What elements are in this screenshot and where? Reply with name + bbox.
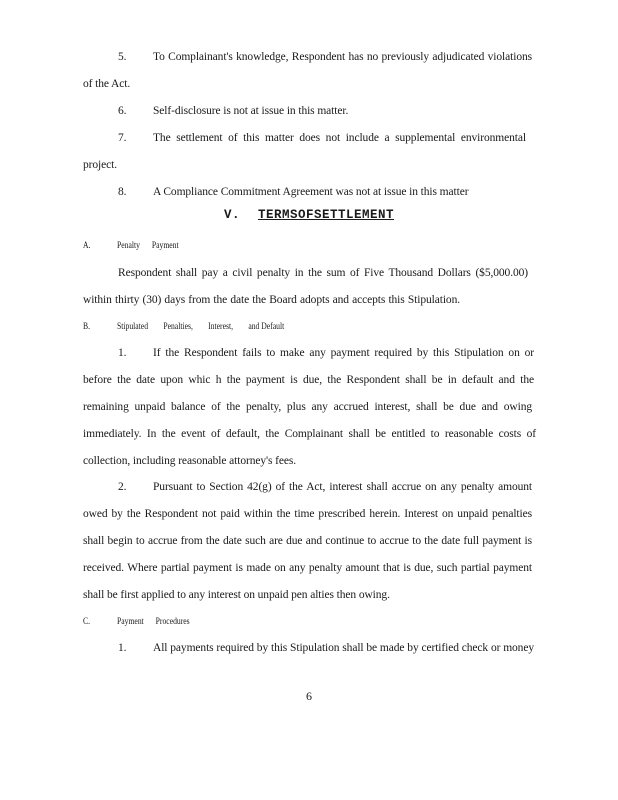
para-b2-line-2: owed by the Respondent not paid within the time prescribed herein. Interest on unpaid penalties <box>83 508 532 520</box>
section-title: TERMSOFSETTLEMENT <box>257 208 395 222</box>
para-b1-line-3: remaining unpaid balance of the penalty, plus any accrued interest, shall be due and owing <box>83 401 532 413</box>
subheading-b-word-2: Penalties, <box>163 321 193 331</box>
para-b1-line-2: before the date upon whic h the payment is due, the Respondent shall be in default and the <box>83 374 534 386</box>
item-7-line-1: The settlement of this matter does not include a supplemental environmental <box>153 132 526 144</box>
subheading-b-word-4: and Default <box>248 321 285 331</box>
para-b1-line-1: If the Respondent fails to make any payment required by this Stipulation on or <box>153 347 534 359</box>
item-8-number: 8. <box>118 186 127 198</box>
subheading-c-word-1: Payment <box>117 616 144 626</box>
para-b2-line-3: shall begin to accrue from the date such are due and continue to accrue to the date full payment is <box>83 535 532 547</box>
subheading-b-word-3: Interest, <box>208 321 234 331</box>
subheading-c-letter: C. <box>83 616 91 626</box>
subheading-b-letter: B. <box>83 321 91 331</box>
subheading-a-word-2: Payment <box>151 240 179 250</box>
item-5-line-2: of the Act. <box>83 78 131 90</box>
item-8-text: A Compliance Commitment Agreement was not at issue in this matter <box>153 186 469 198</box>
para-b2-line-5: shall be first applied to any interest on unpaid pen alties then owing. <box>83 589 390 601</box>
subheading-b <box>83 320 284 332</box>
para-b1-line-4: immediately. In the event of default, the Complainant shall be entitled to reasonable costs of <box>83 428 536 440</box>
para-a-line-1: Respondent shall pay a civil penalty in the sum of Five Thousand Dollars ($5,000.00) <box>118 267 528 279</box>
subheading-b-word-1: Stipulated <box>117 321 149 331</box>
page-number: 6 <box>306 689 312 703</box>
item-6-number: 6. <box>118 105 127 117</box>
subheading-a-word-1: Penalty <box>117 240 140 250</box>
para-b2-line-4: received. Where partial payment is made on any penalty amount that is due, such partial payment <box>83 562 532 574</box>
subheading-a <box>83 239 179 251</box>
item-6-text: Self-disclosure is not at issue in this matter. <box>153 105 349 117</box>
para-c1-line-1: All payments required by this Stipulation shall be made by certified check or money <box>153 642 534 654</box>
item-5-number: 5. <box>118 51 127 63</box>
para-b1-number: 1. <box>118 347 127 359</box>
item-7-line-2: project. <box>83 159 118 171</box>
item-5-line-1: To Complainant's knowledge, Respondent has no previously adjudicated violations <box>153 51 532 63</box>
section-heading <box>0 208 618 222</box>
section-roman-numeral: V. <box>223 208 240 222</box>
item-7-number: 7. <box>118 132 127 144</box>
para-c1-number: 1. <box>118 642 127 654</box>
subheading-c-word-2: Procedures <box>155 616 190 626</box>
para-b2-number: 2. <box>118 481 127 493</box>
subheading-c <box>83 615 190 627</box>
para-b2-line-1: Pursuant to Section 42(g) of the Act, interest shall accrue on any penalty amount <box>153 481 532 493</box>
subheading-a-letter: A. <box>83 240 91 250</box>
para-a-line-2: within thirty (30) days from the date the Board adopts and accepts this Stipulation. <box>83 294 460 306</box>
para-b1-line-5: collection, including reasonable attorney's fees. <box>83 455 297 467</box>
